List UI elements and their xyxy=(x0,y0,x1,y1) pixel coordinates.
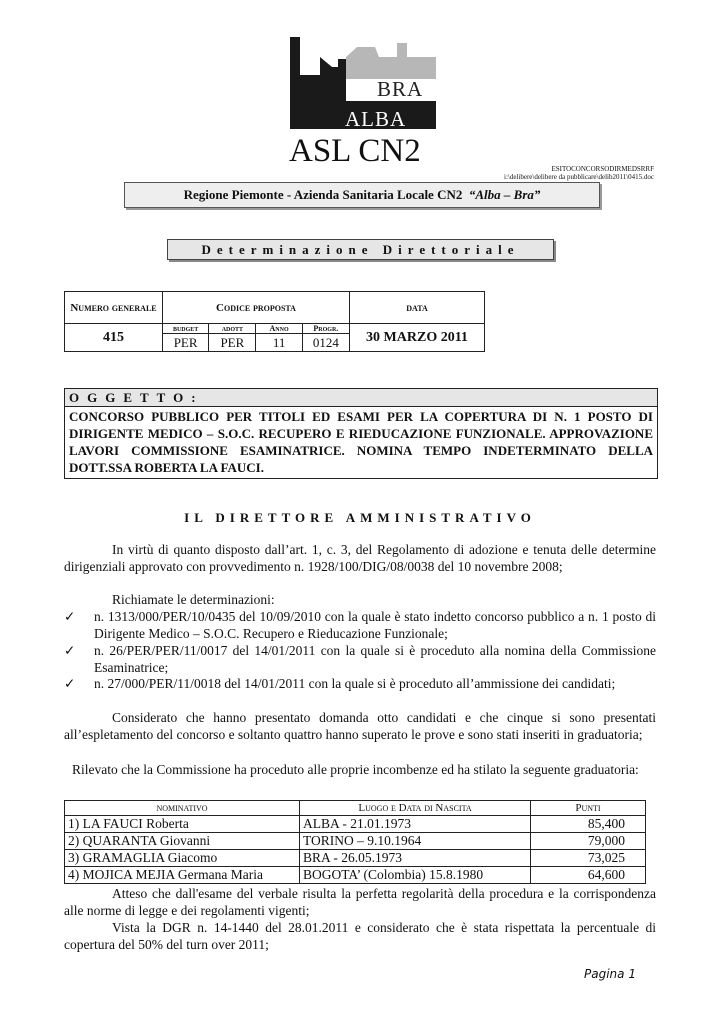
row-4-punti: 64,600 xyxy=(531,867,646,884)
region-italic: “Alba – Bra” xyxy=(468,187,541,202)
region-bar xyxy=(124,182,600,208)
paragraph-2: Richiamate le determinazioni: xyxy=(112,592,275,607)
page-number: Pagina 1 xyxy=(584,967,636,981)
oggetto-text: CONCORSO PUBBLICO PER TITOLI ED ESAMI PER LA COPERTURA DI N. 1 POSTO DI DIRIGENTE MEDICO – S.O.C. RECUPERO E RIEDUCAZIONE FUNZIONALE. APPROVAZIONE LAVORI COMMISSIONE ESAMINATRICE. NOMINA TEMPO INDETERMINATO DELLA DOTT.SSA ROBERTA LA FAUCI. xyxy=(69,409,653,475)
file-path: i:\delibere\delibere da pubblicare\delib2011\0415.doc xyxy=(504,173,654,181)
bullet-2-text: n. 26/PER/PER/11/0017 del 14/01/2011 con la quale si è proceduto alla nomina della Commissione Esaminatrice; xyxy=(94,643,656,675)
logo-text-asl: ASL CN2 xyxy=(289,133,421,169)
header-numero xyxy=(65,292,163,324)
header-codice: Codice proposta xyxy=(163,292,350,324)
subheader-progr: Progr. xyxy=(302,324,349,334)
data-value: 30 MARZO 2011 xyxy=(350,324,485,352)
oggetto-box xyxy=(64,388,658,479)
checkmark-icon: ✓ xyxy=(64,609,76,624)
checkmark-icon: ✓ xyxy=(64,676,76,691)
progr-value: 0124 xyxy=(302,334,349,352)
bullet-item-1 xyxy=(64,609,656,642)
asl-cn2-logo xyxy=(287,37,437,169)
region-text: Regione Piemonte - Azienda Sanitaria Locale CN2 xyxy=(183,187,463,202)
subheader-anno: Anno xyxy=(256,324,302,334)
adott-value: PER xyxy=(209,334,256,352)
table-row xyxy=(65,816,646,833)
logo-text-alba: ALBA xyxy=(345,107,407,131)
bullet-1-text: n. 1313/000/PER/10/0435 del 10/09/2010 con la quale è stato indetto concorso pubblico a n. 1 posto di Dirigente Medico – S.O.C. Recupero e Rieducazione Funzionale; xyxy=(94,609,656,641)
oggetto-label: OGGETTO: xyxy=(65,389,657,407)
row-1-punti: 85,400 xyxy=(531,816,646,833)
bullet-3-text: n. 27/000/PER/11/0018 del 14/01/2011 con la quale si è proceduto all’ammissione dei candidati; xyxy=(94,676,616,691)
row-2-nome: 2) QUARANTA Giovanni xyxy=(65,833,300,850)
checkmark-icon: ✓ xyxy=(64,643,76,658)
paragraph-1: In virtù di quanto disposto dall’art. 1, c. 3, del Regolamento di adozione e tenuta delle determine dirigenziali approvato con provvedimento n. 1928/100/DIG/08/0038 del 10 novembre 2008; xyxy=(64,542,656,574)
col-header-luogo: Luogo e Data di Nascita xyxy=(300,801,531,816)
row-1-luogo: ALBA - 21.01.1973 xyxy=(300,816,531,833)
table-row xyxy=(65,850,646,867)
col-header-nominativo: nominativo xyxy=(65,801,300,816)
section-heading: IL DIRETTORE AMMINISTRATIVO xyxy=(184,510,536,525)
col-header-punti: Punti xyxy=(531,801,646,816)
row-4-nome: 4) MOJICA MEJIA Germana Maria xyxy=(65,867,300,884)
paragraph-3: Considerato che hanno presentato domanda otto candidati e che cinque si sono presentati all’espletamento del concorso e soltanto quattro hanno superato le prove e sono stati inseriti in graduatoria; xyxy=(64,710,656,742)
logo-text-bra: BRA xyxy=(377,77,424,101)
row-2-punti: 79,000 xyxy=(531,833,646,850)
bullet-item-2 xyxy=(64,643,656,676)
paragraph-6: Vista la DGR n. 14-1440 del 28.01.2011 e considerato che è stata rispettata la percentuale di copertura del 50% del turn over 2011; xyxy=(64,920,656,952)
numero-value: 415 xyxy=(65,324,163,352)
row-4-luogo: BOGOTA’ (Colombia) 15.8.1980 xyxy=(300,867,531,884)
row-1-nome: 1) LA FAUCI Roberta xyxy=(65,816,300,833)
header-data: data xyxy=(350,292,485,324)
graduatoria-table xyxy=(64,800,646,884)
row-3-nome: 3) GRAMAGLIA Giacomo xyxy=(65,850,300,867)
paragraph-5: Atteso che dall'esame del verbale risulta la perfetta regolarità della procedura e la corrispondenza alle norme di legge e dei regolamenti vigenti; xyxy=(64,886,656,918)
file-code: ESITOCONCORSODIRMEDSRRF xyxy=(551,165,654,173)
subheader-budget: budget xyxy=(163,324,209,334)
anno-value: 11 xyxy=(256,334,302,352)
budget-value: PER xyxy=(163,334,209,352)
table-row xyxy=(65,833,646,850)
subheader-adott: adott xyxy=(209,324,256,334)
paragraph-4: Rilevato che la Commissione ha proceduto alle proprie incombenze ed ha stilato la seguente graduatoria: xyxy=(72,762,639,777)
determinazione-bar: Determinazione Direttoriale xyxy=(167,239,554,260)
row-3-punti: 73,025 xyxy=(531,850,646,867)
row-3-luogo: BRA - 26.05.1973 xyxy=(300,850,531,867)
table-row xyxy=(65,867,646,884)
numero-table xyxy=(64,291,485,352)
row-2-luogo: TORINO – 9.10.1964 xyxy=(300,833,531,850)
header-numero-text: Numero generale xyxy=(70,301,157,314)
bullet-item-3 xyxy=(64,676,656,693)
